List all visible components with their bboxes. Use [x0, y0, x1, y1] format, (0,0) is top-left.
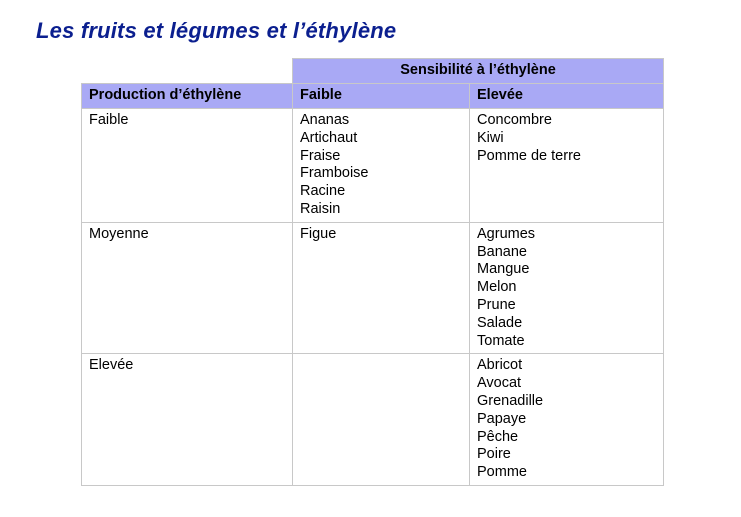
ethylene-table — [81, 58, 664, 486]
production-cell: Elevée — [82, 354, 293, 486]
list-item: Salade — [477, 314, 523, 331]
list-item: Pomme de terre — [477, 147, 581, 164]
list-item: Pêche — [477, 428, 519, 445]
list-item: Pomme — [477, 464, 527, 481]
list-item: Papaye — [477, 410, 527, 427]
list-item: Agrumes — [477, 225, 536, 242]
faible-cell — [293, 109, 470, 223]
list-item: Melon — [477, 279, 517, 296]
list-item: Framboise — [300, 165, 369, 182]
production-cell: Faible — [82, 109, 293, 223]
table-row — [82, 354, 664, 486]
list-item: Avocat — [477, 375, 522, 392]
list-item: Mangue — [477, 261, 530, 278]
elevee-cell — [470, 222, 664, 354]
column-header-row — [82, 84, 664, 109]
list-item: Ananas — [300, 112, 350, 128]
list-item: Artichaut — [300, 129, 358, 146]
list-item: Grenadille — [477, 392, 544, 409]
table-row — [82, 222, 664, 354]
list-item: Abricot — [477, 357, 523, 374]
header-production: Production d’éthylène — [82, 84, 293, 109]
header-faible: Faible — [293, 84, 470, 109]
elevee-cell — [470, 354, 664, 486]
list-item: Poire — [477, 446, 511, 463]
table-row — [82, 109, 664, 223]
list-item: Figue — [300, 225, 337, 242]
elevee-cell — [470, 109, 664, 223]
sensitivity-group-header: Sensibilité à l’éthylène — [293, 59, 664, 84]
empty-corner-cell — [82, 59, 293, 84]
list-item: Fraise — [300, 147, 341, 164]
list-item: Banane — [477, 243, 527, 260]
list-item: Prune — [477, 296, 516, 313]
list-item: Concombre — [477, 112, 552, 128]
list-item: Raisin — [300, 200, 341, 217]
header-elevee: Elevée — [470, 84, 664, 109]
faible-cell — [293, 354, 470, 486]
list-item: Kiwi — [477, 129, 504, 146]
list-item: Racine — [300, 183, 346, 200]
production-cell: Moyenne — [82, 222, 293, 354]
faible-cell — [293, 222, 470, 354]
list-item: Tomate — [477, 332, 525, 349]
page-title: Les fruits et légumes et l’éthylène — [36, 18, 397, 43]
group-header-row — [82, 59, 664, 84]
